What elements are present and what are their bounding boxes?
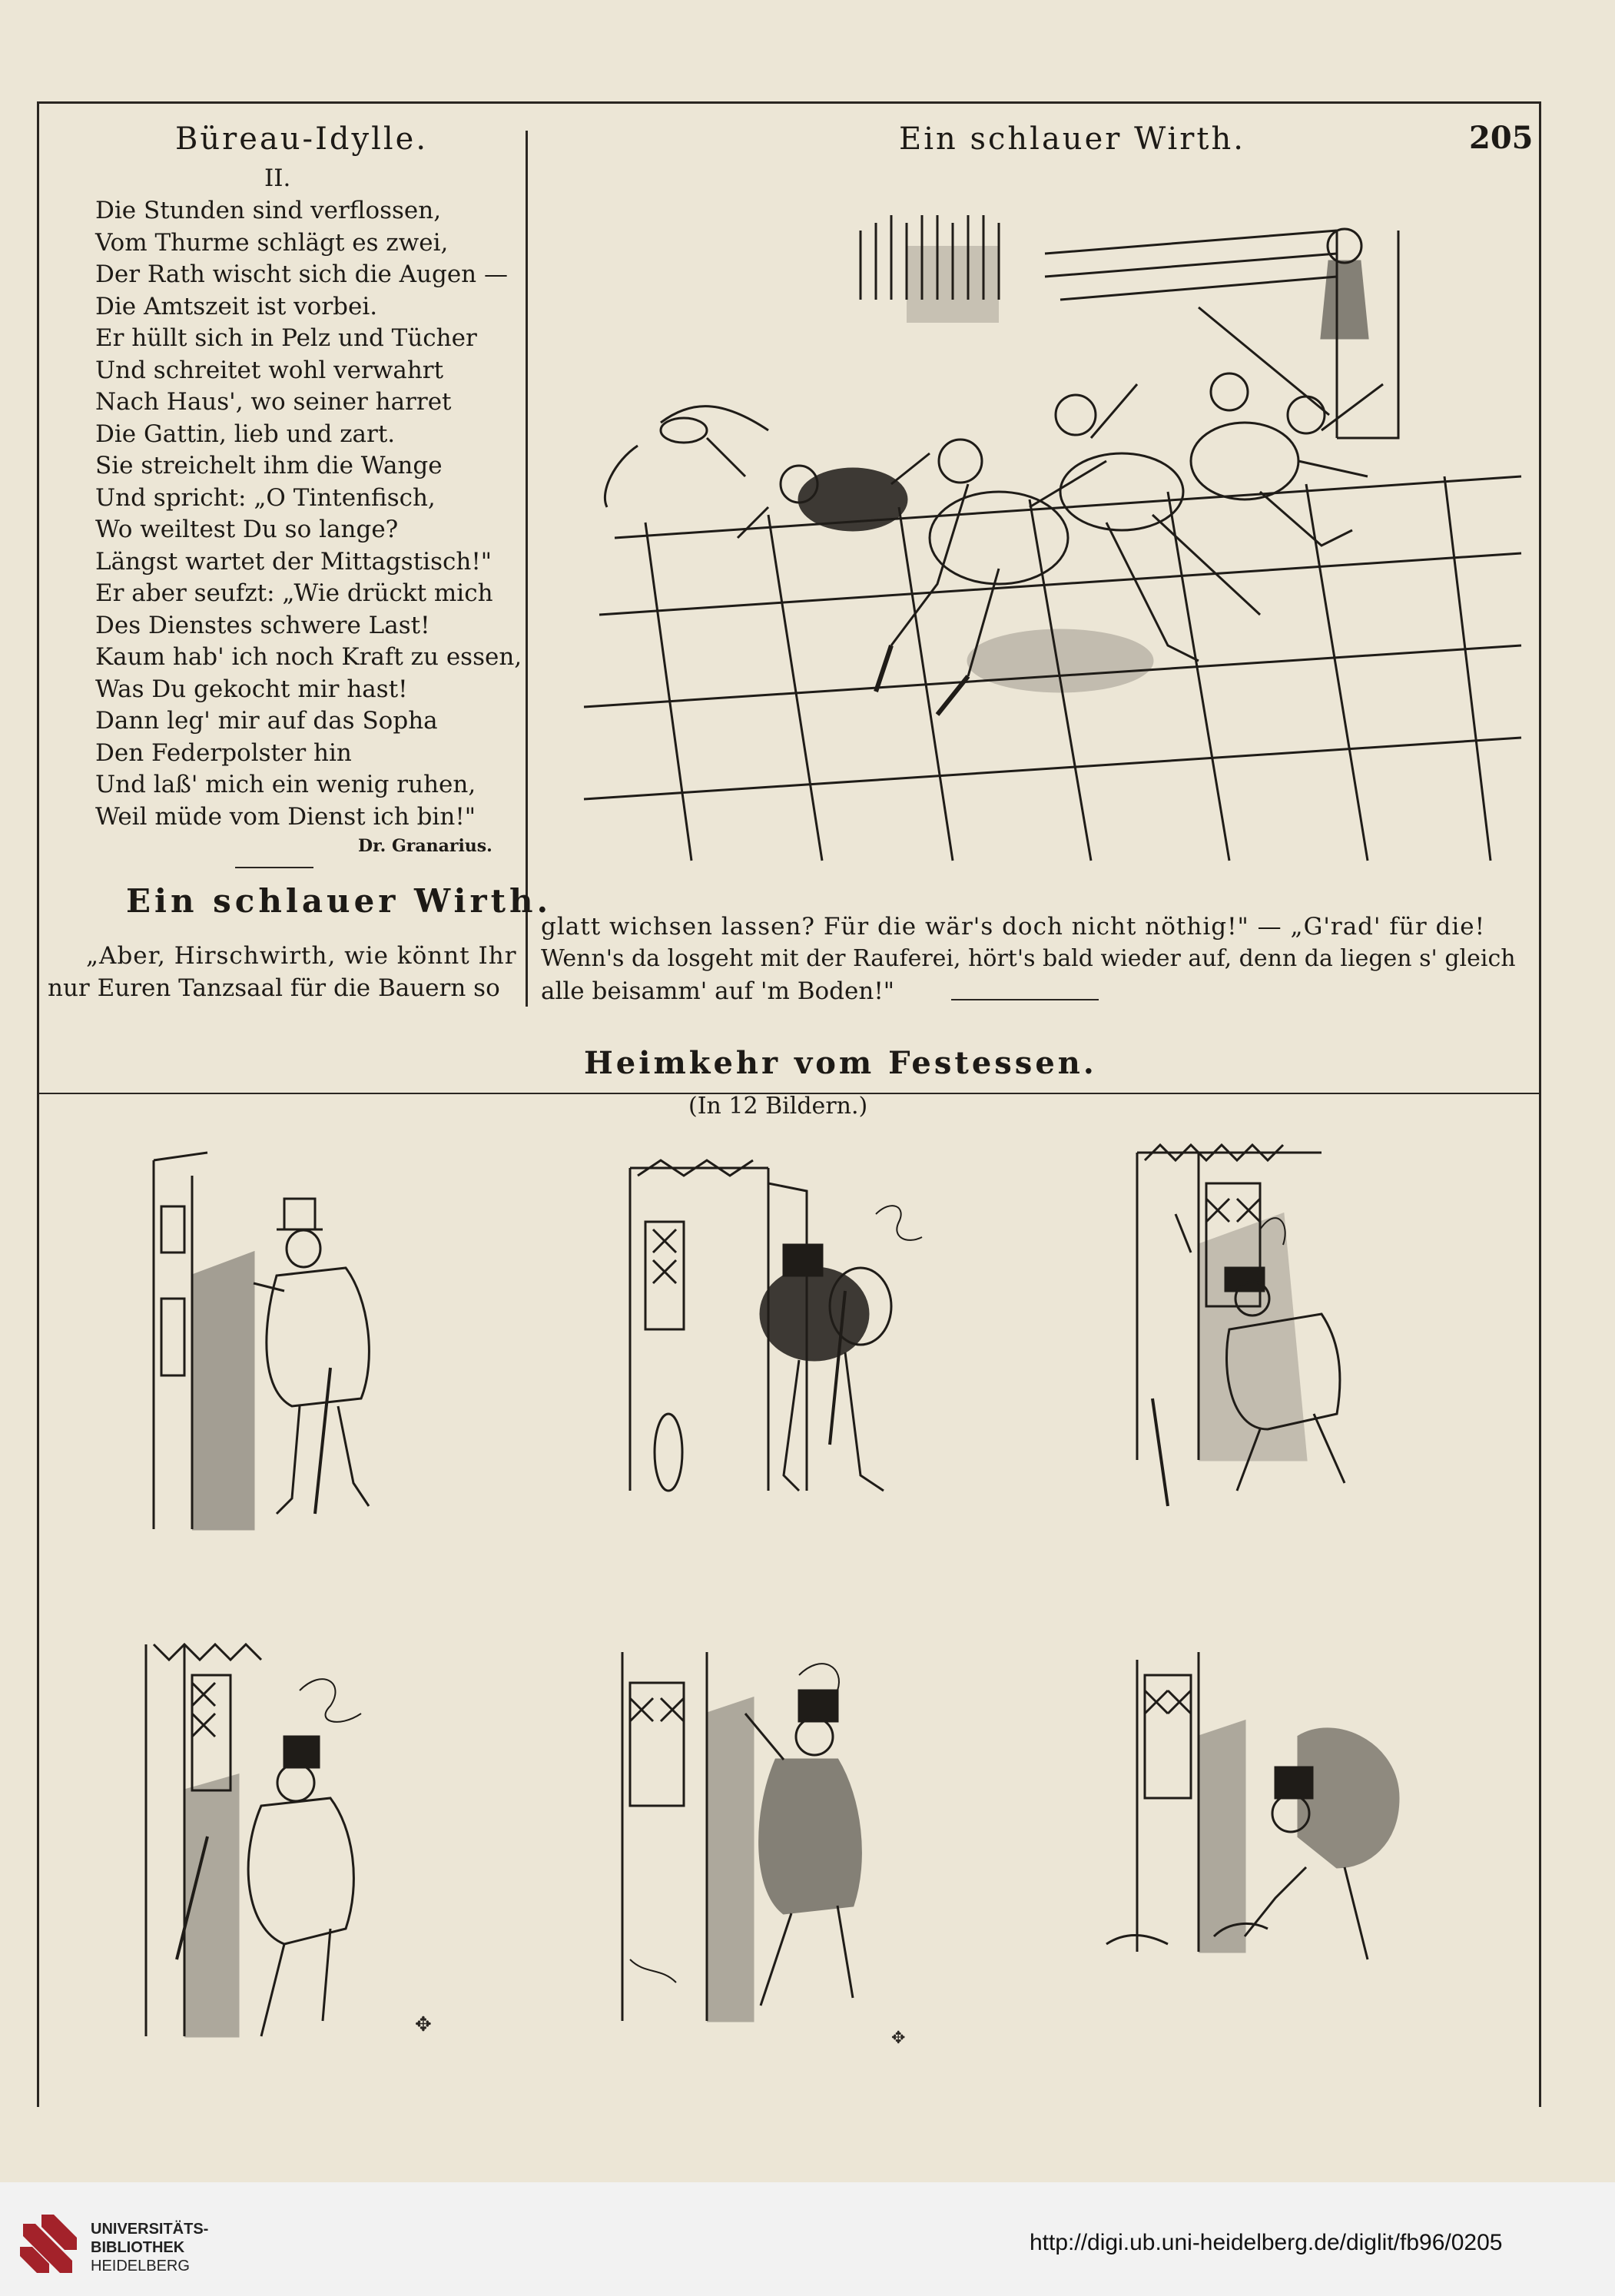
- library-logo-icon: [18, 2213, 80, 2274]
- source-url[interactable]: http://digi.ub.uni-heidelberg.de/diglit/fb96/0205: [1030, 2230, 1503, 2255]
- poem-line: Dann leg' mir auf das Sopha: [95, 707, 438, 735]
- poem-line: Längst wartet der Mittagstisch!": [95, 547, 492, 576]
- story-end-rule: [951, 999, 1099, 1000]
- header-center-title: Ein schlauer Wirth.: [899, 121, 1245, 157]
- story-right-line-3: alle beisamm' auf 'm Boden!": [541, 977, 895, 1005]
- header-left-title: Büreau-Idylle.: [175, 121, 429, 157]
- story-left-line-2: nur Euren Tanzsaal für die Bauern so: [48, 974, 500, 1002]
- poem-line: Er aber seufzt: „Wie drückt mich: [95, 579, 493, 607]
- poem-author: Dr. Granarius.: [358, 836, 492, 856]
- poem-line: Die Stunden sind verflossen,: [95, 197, 442, 224]
- homecoming-panel-6: [1076, 1644, 1460, 2059]
- poem-section-numeral: II.: [264, 164, 291, 192]
- brawl-illustration: [569, 184, 1529, 876]
- poem-line: Und spricht: „O Tintenfisch,: [95, 483, 436, 512]
- library-name-line3: HEIDELBERG: [91, 2258, 190, 2274]
- poem-line: Die Gattin, lieb und zart.: [95, 420, 396, 448]
- frame-right-rule: [1539, 101, 1541, 2107]
- poem-line: Und laß' mich ein wenig ruhen,: [95, 771, 476, 798]
- library-footer: [0, 2182, 1615, 2296]
- printer-mark-2: ✥: [891, 2029, 906, 2048]
- homecoming-panel-4: [131, 1637, 499, 2067]
- section2-title: Heimkehr vom Festessen.: [584, 1045, 1097, 1081]
- page-number: 205: [1469, 120, 1534, 156]
- poem-line: Den Federpolster hin: [95, 738, 352, 767]
- library-name-line2: BIBLIOTHEK: [91, 2239, 185, 2256]
- poem-line: Und schreitet wohl verwahrt: [95, 356, 444, 384]
- column-divider: [526, 131, 528, 1007]
- poem-line: Weil müde vom Dienst ich bin!": [95, 802, 476, 831]
- homecoming-panel-5: [607, 1637, 976, 2067]
- poem-line: Der Rath wischt sich die Augen —: [95, 260, 509, 288]
- library-name-line1: UNIVERSITÄTS-: [91, 2221, 209, 2238]
- homecoming-panel-1: [138, 1145, 507, 1575]
- poem-line: Des Dienstes schwere Last!: [95, 611, 430, 639]
- frame-top-rule: [38, 101, 1540, 104]
- frame-left-rule: [37, 101, 39, 2107]
- section2-subtitle: (In 12 Bildern.): [688, 1093, 868, 1120]
- story-right-line-1: glatt wichsen lassen? Für die wär's doch nicht nöthig!" — „G'rad' für die!: [541, 913, 1486, 941]
- poem-line: Er hüllt sich in Pelz und Tücher: [95, 324, 477, 352]
- poem-line: Kaum hab' ich noch Kraft zu essen,: [95, 643, 522, 671]
- story-left-line-1: „Aber, Hirschwirth, wie könnt Ihr: [86, 942, 517, 970]
- poem-line: Vom Thurme schlägt es zwei,: [95, 228, 449, 257]
- poem-end-rule: [235, 867, 313, 868]
- poem-line: Sie streichelt ihm die Wange: [95, 452, 443, 479]
- printer-mark: ✥: [415, 2013, 432, 2036]
- homecoming-panel-2: [615, 1153, 983, 1529]
- poem-line: Nach Haus', wo seiner harret: [95, 388, 452, 416]
- poem-line: Die Amtszeit ist vorbei.: [95, 292, 378, 320]
- poem-line: Wo weiltest Du so lange?: [95, 516, 399, 543]
- story-title: Ein schlauer Wirth.: [126, 882, 552, 920]
- homecoming-panel-3: [1122, 1137, 1491, 1521]
- story-right-line-2: Wenn's da losgeht mit der Rauferei, hört's bald wieder auf, denn da liegen s' gleich: [541, 945, 1516, 972]
- poem-line: Was Du gekocht mir hast!: [95, 675, 408, 703]
